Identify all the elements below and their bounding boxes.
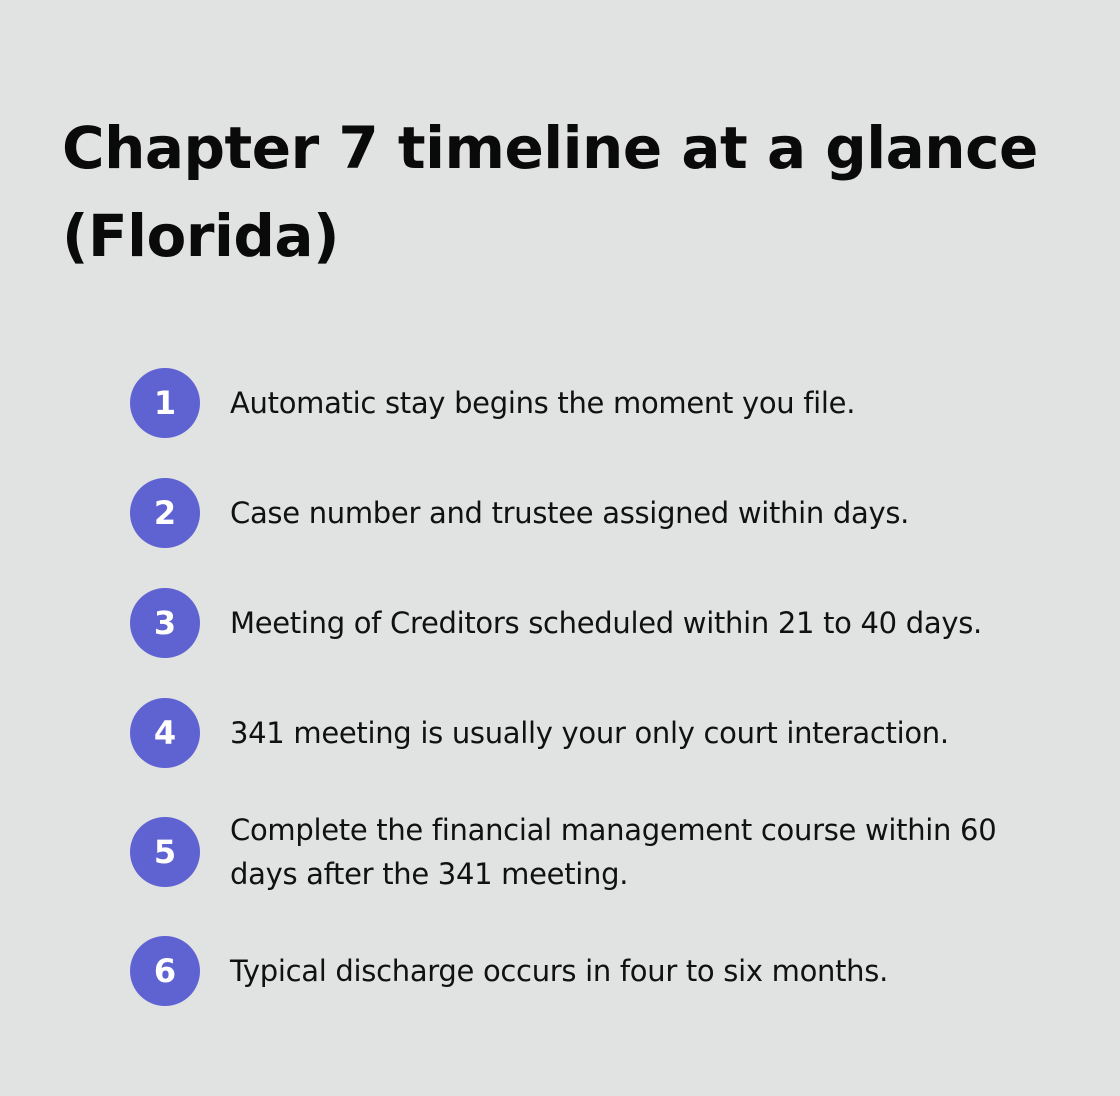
step-number-badge: 5 — [130, 817, 200, 887]
step-number-badge: 6 — [130, 936, 200, 1006]
timeline-step-3 — [130, 588, 1070, 658]
timeline-step-6 — [130, 936, 1070, 1006]
timeline-step-5 — [130, 808, 1070, 896]
step-text: 341 meeting is usually your only court interaction. — [230, 716, 949, 750]
page-title: Chapter 7 timeline at a glance (Florida) — [62, 114, 1038, 270]
timeline-steps — [130, 0, 1070, 1096]
step-text: Typical discharge occurs in four to six months. — [230, 954, 888, 988]
step-text: Case number and trustee assigned within days. — [230, 496, 910, 530]
step-number-badge: 1 — [130, 368, 200, 438]
step-number-badge: 2 — [130, 478, 200, 548]
step-number-badge: 3 — [130, 588, 200, 658]
timeline-step-2 — [130, 478, 1070, 548]
timeline-step-4 — [130, 698, 1070, 768]
step-number-badge: 4 — [130, 698, 200, 768]
step-text: Meeting of Creditors scheduled within 21 to 40 days. — [230, 606, 982, 640]
step-text: Complete the financial management course within 60 days after the 341 meeting. — [230, 813, 997, 891]
step-text: Automatic stay begins the moment you file. — [230, 386, 856, 420]
timeline-step-1 — [130, 368, 1070, 438]
